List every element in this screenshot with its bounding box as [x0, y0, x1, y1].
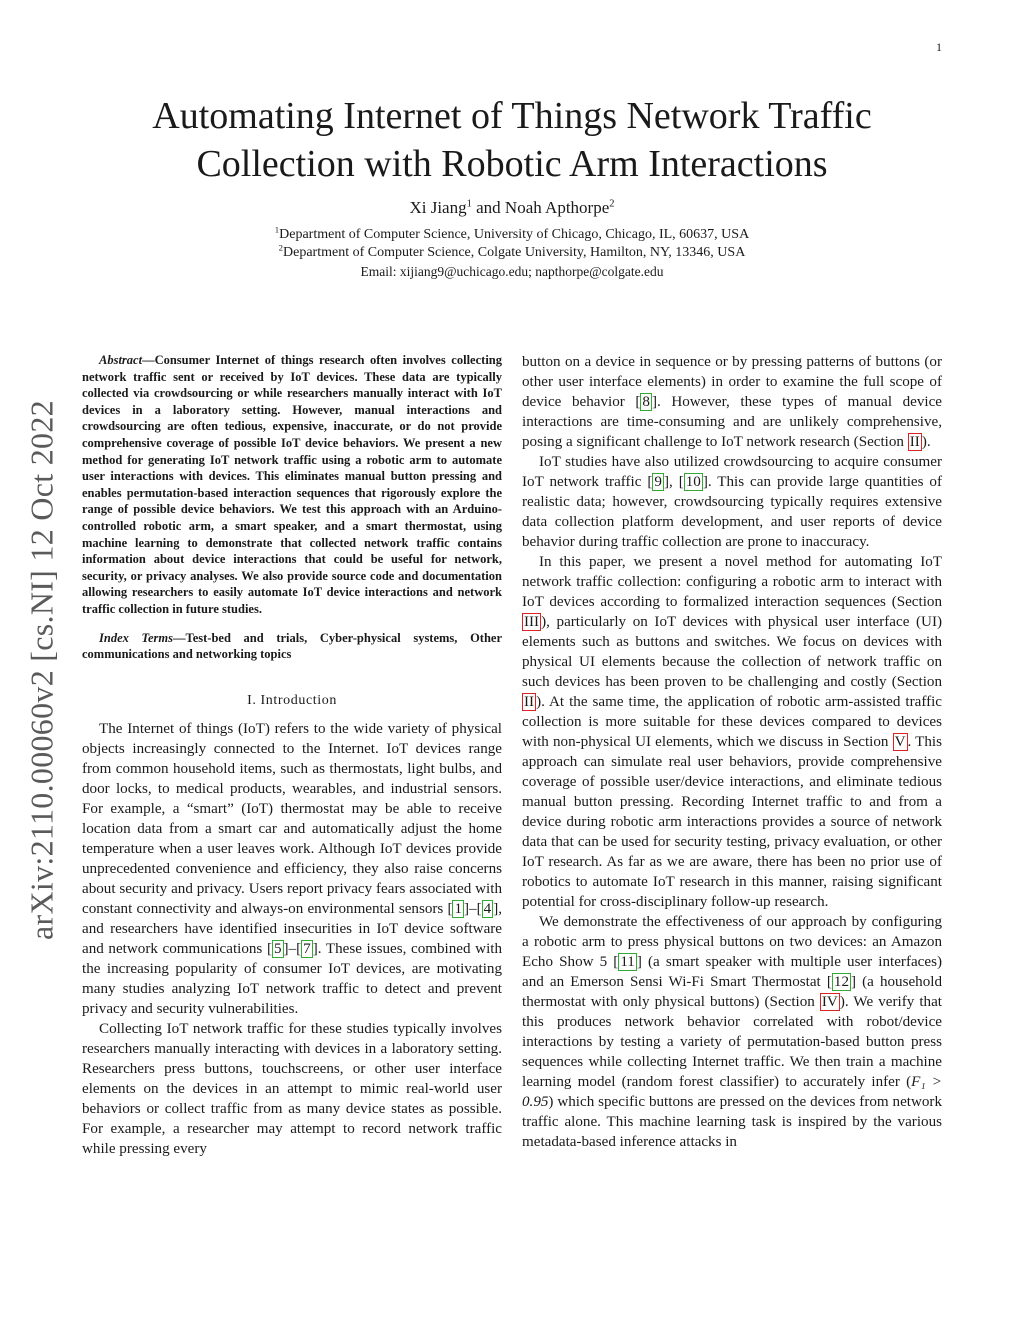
page-number: 1 [936, 40, 942, 54]
f1-score-math: F₁ > 0.95 [522, 1074, 942, 1110]
arxiv-identifier: arXiv:2110.00060v2 [cs.NI] 12 Oct 2022 [23, 400, 60, 940]
author-1: Xi Jiang [409, 198, 467, 217]
author-2: Noah Apthorpe [504, 198, 610, 217]
intro-paragraph-5: We demonstrate the effectiveness of our approach by configuring a robotic arm to press physical buttons on two devices: an Amazon Echo Show 5 [ 11 ] (a smart speaker with multiple user interfaces) and an Emerson Sensi Wi-Fi Smart Thermostat [ 12 ] (a household thermostat with only physical buttons) (Section IV ). We verify that this produces network behavior correlated with robot/device interactions by testing a variety of permutation-based button press sequences while collecting Internet traffic. We then train a machine learning model (random forest classifier) to accurately infer (F₁ > 0.95) which specific buttons are pressed on the devices from network traffic alone. This machine learning task is inspired by the various metadata-based inference attacks in [522, 914, 943, 1150]
citation-link[interactable]: 4 [483, 900, 492, 917]
section-link[interactable]: II [909, 434, 920, 450]
author-1-affil: 1 [466, 198, 472, 210]
section-heading-introduction: I. Introduction [247, 692, 337, 708]
intro-paragraph-3: IoT studies have also utilized crowdsourcing to acquire consumer IoT network traffic [ 9 ], [ 10 ]. This can provide large quantities of realistic data; however, crowdsourcing typically requires extensive data collection platform development, and user reports of device behavior during traffic collection are prone to inaccuracy. [522, 454, 942, 550]
section-link[interactable]: II [524, 694, 535, 710]
author-2-affil: 2 [609, 198, 615, 210]
citation-link[interactable]: 1 [454, 900, 463, 917]
citation-link[interactable]: 7 [303, 940, 311, 957]
abstract [82, 352, 502, 663]
section-link[interactable]: IV [821, 994, 838, 1010]
affiliation-2: $^2$Department of Computer Science, Colgate University, Hamilton, NY, 13346, USA [278, 242, 746, 260]
arxiv-sidebar [20, 370, 64, 970]
paper-title: Automating Internet of Things Network Traffic Collection with Robotic Arm Interactions [152, 95, 872, 185]
author-line [0, 198, 1024, 218]
section-link[interactable]: III [524, 614, 540, 630]
intro-paragraph-4: In this paper, we present a novel method for automating IoT network traffic collection: configuring a robotic arm to interact with IoT devices according to formalized interaction sequences (Section III ), particularly on IoT devices with physical user interface (UI) elements such as buttons and switches. We focus on devices with physical UI elements because the collection of network traffic on such devices has been proven to be challenging and costly (Section II ). At the same time, the application of robotic arm-assisted traffic collection is more suitable for these devices compared to devices with non-physical UI elements, which we discuss in Section V . This approach can simulate real user behaviors, provide comprehensive coverage of possible user/device interactions, and eliminate tedious manual button pressing. Recording Internet traffic to and from a device during robotic arm interactions provides a source of network data that can be used for security testing, privacy evaluation, or other IoT research. As far as we are aware, there has been no prior use of robotics to automate IoT research in this manner, raising significant potential for cross-disciplinary follow-up research. [522, 554, 943, 910]
citation-link[interactable]: 11 [620, 954, 635, 970]
author-emails: Email: xijiang9@uchicago.edu; napthorpe@colgate.edu [360, 264, 664, 279]
abstract-label: Abstract [99, 353, 143, 367]
affiliations [0, 226, 1024, 262]
citation-link[interactable]: 5 [273, 940, 282, 957]
section-link[interactable]: V [894, 734, 906, 750]
citation-link[interactable]: 9 [654, 474, 662, 490]
affiliation-1: $^1$Department of Computer Science, University of Chicago, Chicago, IL, 60637, USA [274, 224, 750, 242]
author-conjunction: and [476, 198, 501, 217]
right-column [522, 352, 942, 1152]
intro-paragraph-1: The Internet of things (IoT) refers to the wide variety of physical objects increasingly connected to the Internet. IoT devices range from common household items, such as thermostats, light bulbs, and door locks, to medical products, wearables, and industrial sensors. For example, a “smart” (IoT) thermostat may be able to receive location data from a smart car and automatically adjust the home temperature when a user leaves work. Although IoT devices provide unprecedented convenience and efficiency, they also raise concerns about security and privacy. Users report privacy fears associated with constant connectivity and always-on environmental sensors [ 1 ]–[ 4 ], and researchers have identified insecurities in IoT device software and network communications [ 5 ]–[ 7 ]. These issues, combined with the increasing popularity of consumer IoT devices, are motivating many studies analyzing IoT network traffic to detect and prevent privacy and security vulnerabilities. [82, 720, 503, 1017]
intro-paragraph-2-continued: button on a device in sequence or by pressing patterns of buttons (or other user interface elements) in order to examine the full scope of device behavior [ 8 ]. However, these types of manual device interactions are time-consuming and are unlikely comprehensive, posing a significant challenge to IoT network research (Section II ). [522, 354, 942, 450]
citation-link[interactable]: 10 [685, 474, 701, 490]
citation-link[interactable]: 8 [642, 394, 650, 410]
index-terms-text: —Test-bed and trials, Cyber-physical systems, Other communications and networking topics [82, 630, 502, 662]
abstract-text: —Consumer Internet of things research often involves collecting network traffic sent or received by IoT devices. These data are typically collected via crowdsourcing or while researchers manually interact with IoT devices in a laboratory setting. However, manual interactions and crowdsourcing are often tedious, expensive, inaccurate, or do not provide comprehensive coverage of possible IoT device behaviors. We present a new method for generating IoT network traffic using a robotic arm to automate user interactions with devices. This eliminates manual button pressing and enables permutation-based interaction sequences that rigorously explore the range of possible device behaviors. We test this approach with an Arduino-controlled robotic arm, a smart speaker, and a smart thermostat, using machine learning to demonstrate that collected network traffic contains information about device interactions that could be useful for network, security, or privacy analyses. We also provide source code and documentation allowing researchers to easily automate IoT device interactions and network traffic collection in future studies. [82, 353, 502, 616]
citation-link[interactable]: 12 [833, 974, 849, 990]
index-terms-label: Index Terms [99, 630, 174, 645]
intro-paragraph-2: Collecting IoT network traffic for these studies typically involves researchers manually interacting with devices in a laboratory setting. Researchers press buttons, touchscreens, or other user interface elements on the devices in an attempt to mimic real-world user behaviors or collect traffic from as many device states as possible. For example, a researcher may attempt to record network traffic while pressing every [82, 1020, 502, 1157]
left-column [82, 352, 502, 1159]
